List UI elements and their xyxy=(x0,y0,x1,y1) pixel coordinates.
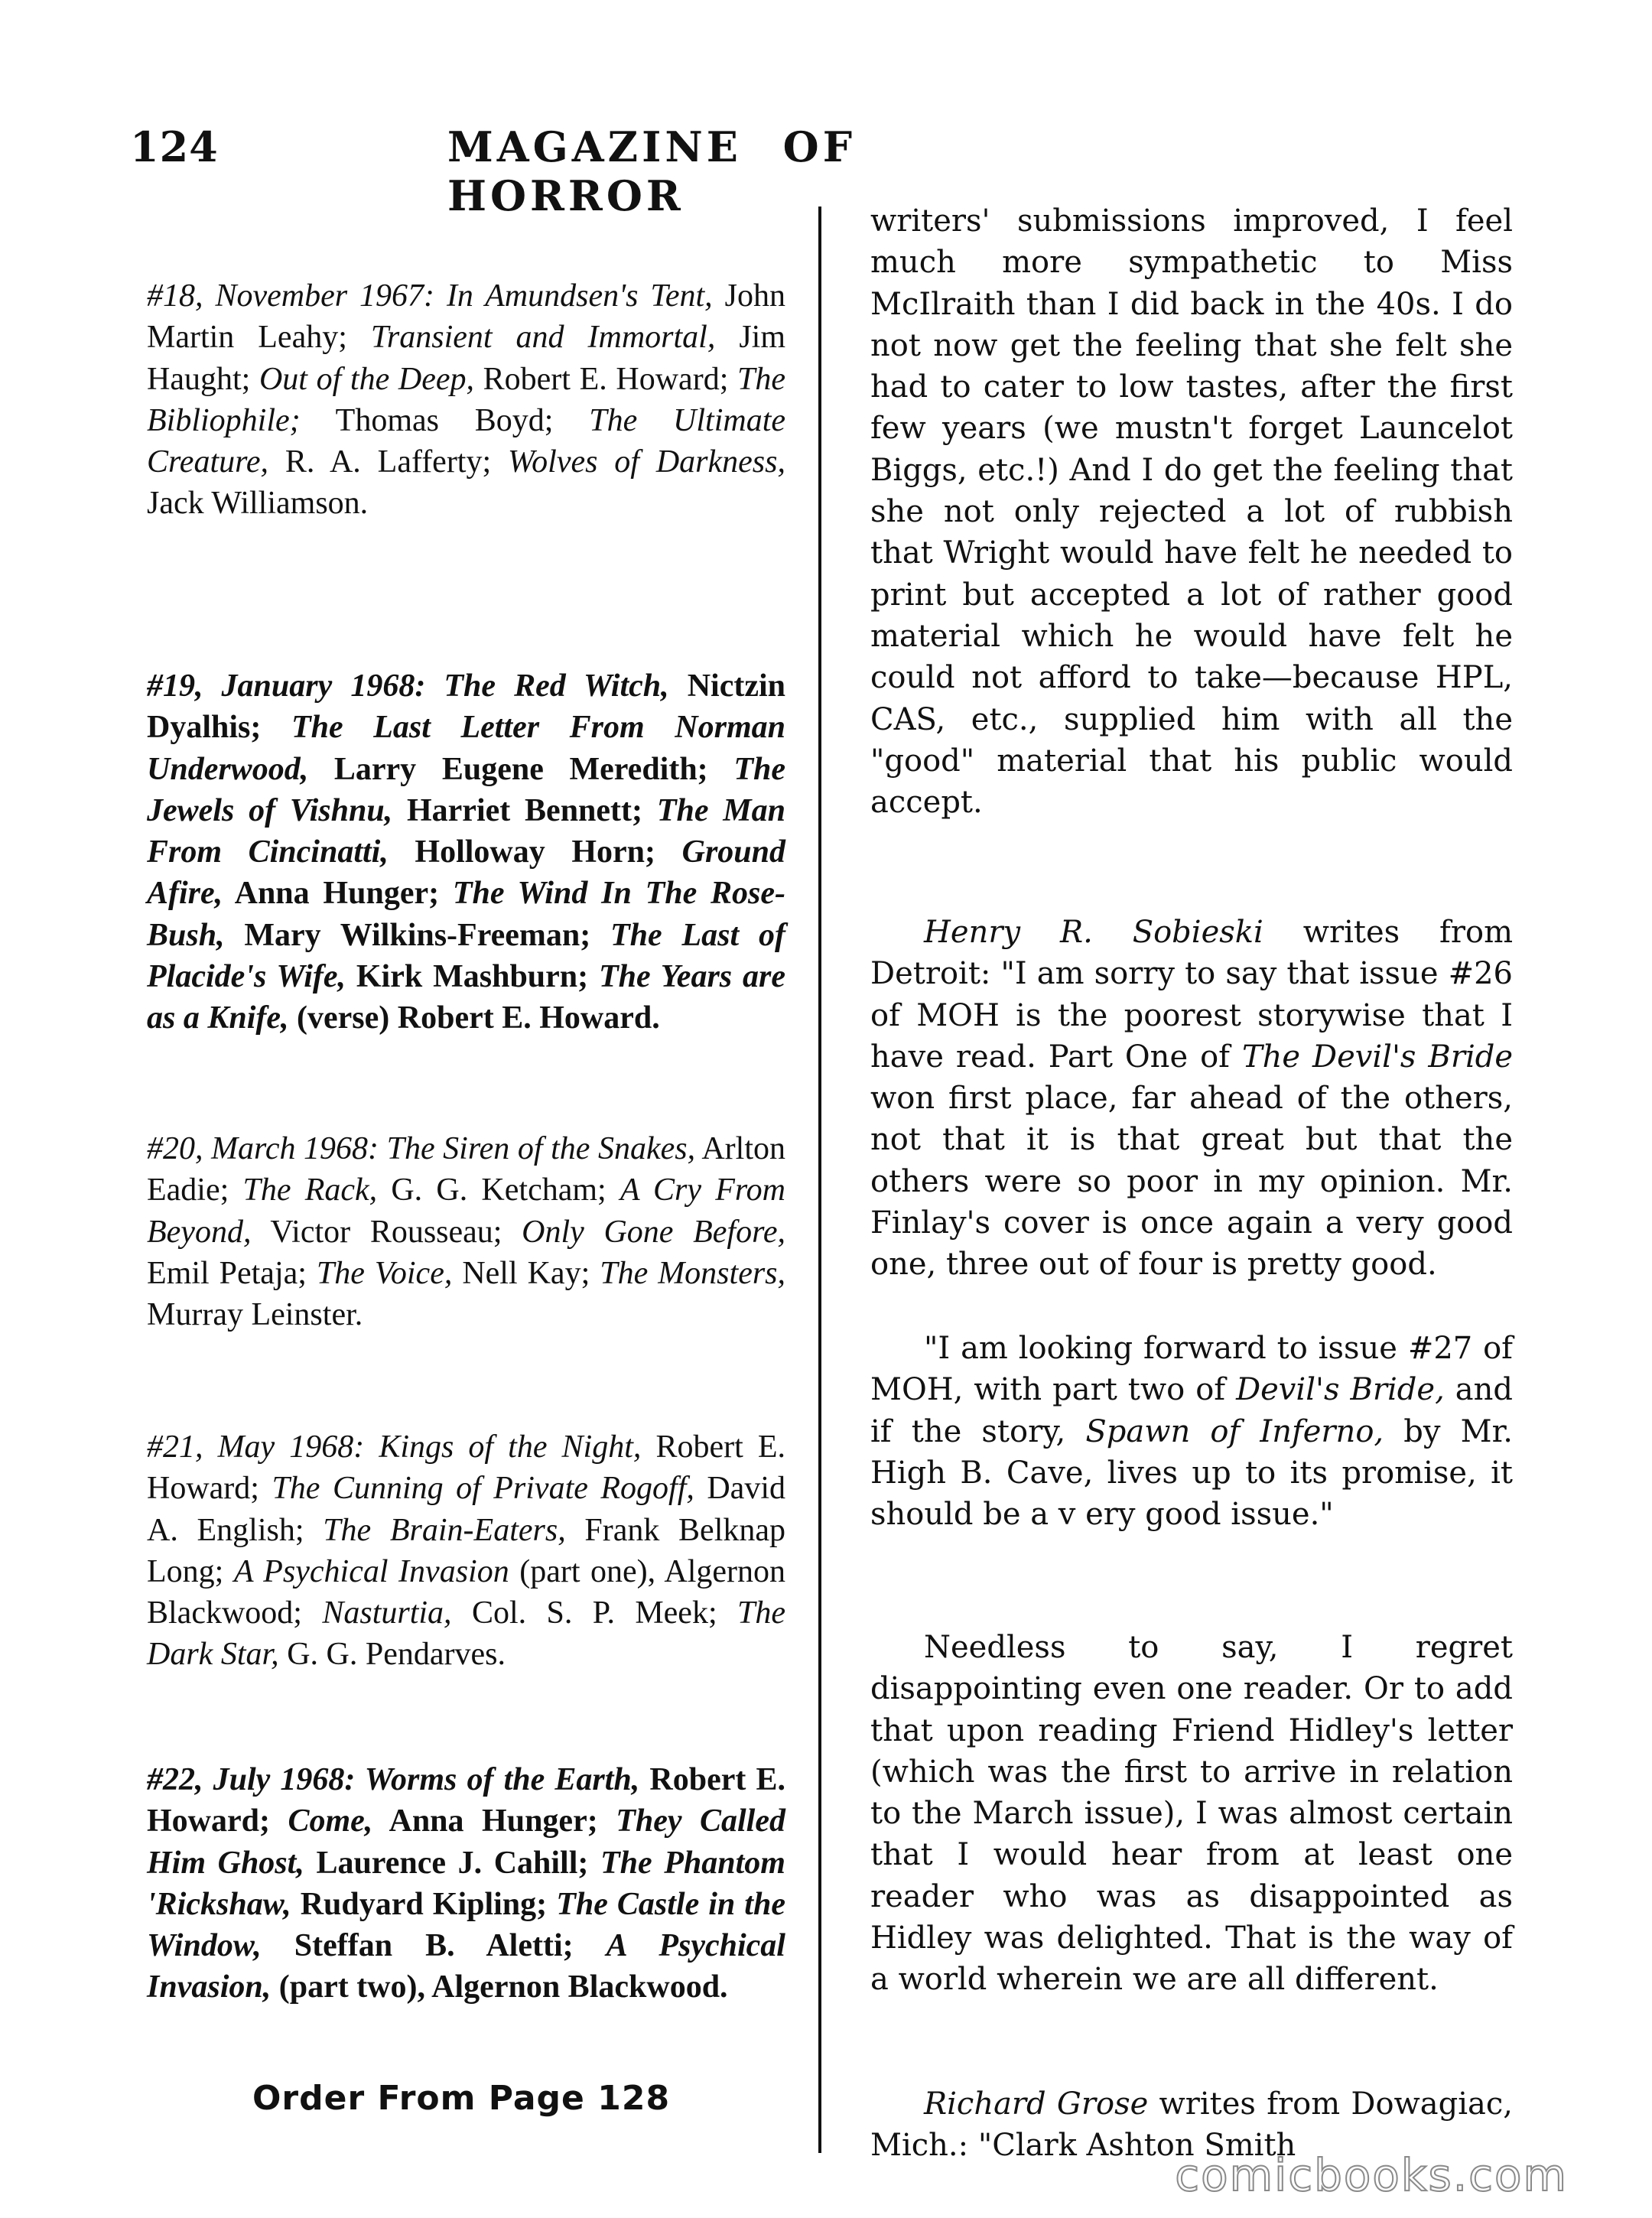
issue-entry-22 xyxy=(147,1759,785,2008)
body-text: Victor Rousseau; xyxy=(251,1214,522,1250)
body-text: writers' submissions improved, I feel much more sympathetic to Miss McIlraith than I did back in the 40s. I do not now get the feeling that she felt she had to cater to low tastes, after the first few years (we mustn't forget Launcelot Biggs, etc.!) And I do get the feeling that she not only rejected a lot of rubbish that Wright would have felt he needed to print but accepted a lot of rather good material which he would have felt he could not afford to take—because HPL, CAS, etc., supplied him with all the "good" material that his public would accept. xyxy=(870,203,1513,821)
body-text: by Mr. High B. Cave, lives up to its promise, it should be a v ery good issue." xyxy=(870,1413,1514,1533)
italic-text: The Jewels of Vishnu, xyxy=(147,751,785,828)
body-text: Nell Kay; xyxy=(452,1255,600,1291)
column-divider xyxy=(818,207,821,2153)
body-text: "I am looking forward to issue #27 of MOH, with part two of xyxy=(870,1331,1513,1408)
body-text: Thomas Boyd; xyxy=(300,402,590,438)
body-text: writes from Detroit: "I am sorry to say that issue #26 of MOH is the poorest storywise that I have read. Part One of xyxy=(870,915,1513,1075)
italic-text: They Called Him Ghost, xyxy=(147,1803,785,1881)
italic-text: A Cry From Beyond, xyxy=(147,1172,785,1250)
italic-text: #20, March 1968: The Siren of the Snakes, xyxy=(147,1131,696,1166)
page-header xyxy=(130,122,1109,220)
italic-text: The Phantom 'Rickshaw, xyxy=(147,1845,785,1922)
italic-text: Henry R. Sobieski xyxy=(924,915,1263,950)
body-text: writes from Dowagiac, Mich.: "Clark Ashton Smith xyxy=(870,2086,1514,2164)
italic-text: The Wind In The Rose-Bush, xyxy=(147,876,785,953)
body-text: Col. S. P. Meek; xyxy=(451,1595,737,1631)
body-text: Nictzin Dyalhis; xyxy=(147,668,785,746)
italic-text: #21, May 1968: Kings of the Night, xyxy=(147,1429,642,1465)
italic-text: Devil's Bride, xyxy=(1236,1372,1445,1408)
body-text: David A. English; xyxy=(147,1471,785,1548)
italic-text: A Psychical Invasion, xyxy=(147,1928,785,2005)
italic-text: The Last of Placide's Wife, xyxy=(147,917,785,995)
body-text: Larry Eugene Meredith; xyxy=(308,751,734,787)
magazine-title: MAGAZINE OF HORROR xyxy=(447,122,857,220)
italic-text: The Bibliophile; xyxy=(147,361,786,438)
body-text: Holloway Horn; xyxy=(388,834,682,870)
body-text: Steffan B. Aletti; xyxy=(261,1928,606,1964)
issue-entry-20 xyxy=(147,1128,785,1335)
body-text: Laurence J. Cahill; xyxy=(304,1845,600,1881)
italic-text: The Brain-Eaters, xyxy=(323,1512,566,1548)
italic-text: Spawn of Inferno, xyxy=(1085,1413,1384,1449)
italic-text: The Ultimate Creature, xyxy=(147,402,785,480)
italic-text: The Years are as a Knife, xyxy=(147,959,786,1036)
body-text: Anna Hunger; xyxy=(223,876,453,912)
order-notice: Order From Page 128 xyxy=(252,2079,671,2118)
italic-text: Wolves of Darkness, xyxy=(508,444,785,480)
body-text: (part two), Algernon Blackwood. xyxy=(271,1969,728,2005)
italic-text: The Cunning of Private Rogoff, xyxy=(272,1471,694,1507)
italic-text: Come, xyxy=(288,1803,373,1839)
letter-paragraph xyxy=(870,1328,1513,1535)
body-text: and if the story, xyxy=(870,1372,1513,1449)
letter-paragraph xyxy=(870,1627,1513,2001)
italic-text: Nasturtia, xyxy=(322,1595,452,1631)
body-text: Jack Williamson. xyxy=(147,486,369,522)
issue-entry-19 xyxy=(147,665,785,1039)
italic-text: #18, November 1967: In Amundsen's Tent, xyxy=(147,278,713,314)
body-text: G. G. Pendarves. xyxy=(278,1637,506,1673)
italic-text: #19, January 1968: The Red Witch, xyxy=(147,668,669,704)
issue-entry-21 xyxy=(147,1426,785,1676)
italic-text: #22, July 1968: Worms of the Earth, xyxy=(147,1762,640,1797)
italic-text: The Man From Cincinatti, xyxy=(147,792,785,870)
body-text: (verse) Robert E. Howard. xyxy=(288,1000,660,1036)
italic-text: Richard Grose xyxy=(924,2086,1149,2122)
italic-text: The Devil's Bride xyxy=(1241,1039,1514,1075)
body-text: R. A. Lafferty; xyxy=(268,444,509,480)
italic-text: Ground Afire, xyxy=(147,834,786,912)
body-text: Mary Wilkins-Freeman; xyxy=(224,917,611,953)
italic-text: Out of the Deep, xyxy=(259,361,474,397)
body-text: Anna Hunger; xyxy=(372,1803,616,1839)
italic-text: Transient and Immortal, xyxy=(370,320,716,356)
body-text: Frank Belknap Long; xyxy=(147,1512,786,1589)
issue-entry-18 xyxy=(147,275,785,525)
italic-text: The Rack, xyxy=(242,1172,378,1208)
watermark: comicbooks.com xyxy=(1175,2149,1568,2201)
body-text: Rudyard Kipling; xyxy=(291,1886,557,1922)
letter-paragraph xyxy=(870,200,1513,823)
page-number: 124 xyxy=(130,122,219,171)
body-text: G. G. Ketcham; xyxy=(377,1172,620,1208)
body-text: John Martin Leahy; xyxy=(147,278,785,356)
body-text: Murray Leinster. xyxy=(147,1297,363,1333)
body-text: Kirk Mashburn; xyxy=(346,959,600,995)
body-text: Jim Haught; xyxy=(147,320,785,397)
italic-text: The Last Letter From Norman Underwood, xyxy=(147,710,785,787)
italic-text: The Castle in the Window, xyxy=(147,1886,785,1964)
body-text: (part one), Algernon Blackwood; xyxy=(147,1553,785,1631)
italic-text: The Voice, xyxy=(316,1255,453,1291)
italic-text: The Dark Star, xyxy=(147,1595,785,1673)
body-text: Robert E. Howard; xyxy=(474,361,738,397)
italic-text: The Monsters, xyxy=(600,1255,786,1291)
body-text: Harriet Bennett; xyxy=(392,792,657,828)
body-text: Robert E. Howard; xyxy=(147,1429,785,1507)
body-text: Robert E. Howard; xyxy=(147,1762,785,1839)
letter-paragraph xyxy=(870,912,1513,1286)
italic-text: A Psychical Invasion xyxy=(233,1553,509,1589)
body-text: won first place, far ahead of the others, not that it is that great but that the others were so poor in my opinion. Mr. Finlay's cover is once again a very good one, three out of four is pretty good. xyxy=(870,1081,1513,1283)
italic-text: Only Gone Before, xyxy=(522,1214,785,1250)
body-text: Needless to say, I regret disappointing even one reader. Or to add that upon reading Friend Hidley's letter (which was the first to arrive in relation to the March issue), I was almost certain that I would hear from at least one reader who was as disappointed as Hidley was delighted. That is the way of a world wherein we are all different. xyxy=(870,1630,1513,1998)
body-text: Arlton Eadie; xyxy=(147,1131,785,1208)
body-text: Emil Petaja; xyxy=(147,1255,317,1291)
